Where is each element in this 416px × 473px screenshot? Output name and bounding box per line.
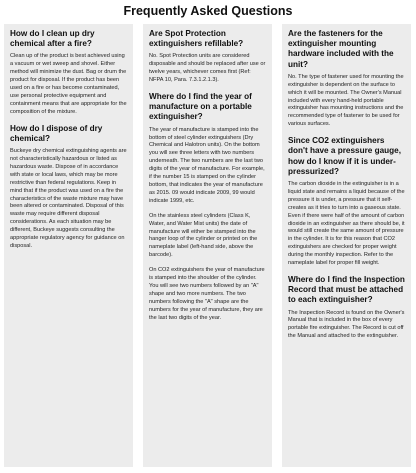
- faq-question: Since CO2 extinguishers don't have a pressure gauge, how do I know if it is under-pressurized?: [288, 136, 401, 176]
- faq-answer: On CO2 extinguishers the year of manufacture is stamped into the shoulder of the cylinder. You will see two numbers followed by an "A" shape and two more numbers. The two numbers following the "A" shape are the numbers for the year of manufacture, they are the last two digits of the year.: [149, 267, 265, 321]
- faq-answer: Clean up of the product is best achieved using a vacuum or wet sweep and shovel. Either method will minimize the dust. Bag or drum the product for disposal. If the product has been used on a fire or has become contaminated, use personal protective equipment and containment means that are appropriate for the composition of the mixture.: [10, 53, 127, 115]
- faq-column-3: [282, 24, 411, 467]
- faq-answer: The carbon dioxide in the extinguisher is in a liquid state and remains a liquid because of the pressure it is under, a pressure that it self-creates as it tries to turn into a gaseous state. Even if there were half of the amount of carbon dioxide in an extinguisher as there should be, it would still create the same amount of pressure in the cylinder. It is for this reason that CO2 extinguishers are checked for proper weight during the monthly inspection. Refer to the nameplate label for proper fill weight.: [288, 180, 405, 267]
- faq-question: How do I clean up dry chemical after a fire?: [10, 29, 95, 49]
- faq-column-1: [4, 24, 133, 467]
- faq-answer: Buckeye dry chemical extinguishing agents are not characteristically hazardous or listed as hazardous waste. Dispose of in accordance with state or local laws, which may be more restrictive than federal regulations. Keep in mind that if the product was used on a fire the characteristics of the waste mixture may have been altered or contaminated. Disposal of this waste may require different disposal considerations. As each situation may be different, Buckeye suggests consulting the appropriate regulatory agency for guidance on disposal.: [10, 148, 127, 249]
- faq-question: Where do I find the Inspection Record that must be attached to each extinguisher?: [288, 274, 405, 305]
- faq-question: Are Spot Protection extinguishers refillable?: [149, 29, 244, 49]
- faq-answer: The year of manufacture is stamped into the bottom of steel cylinder extinguishers (Dry Chemical and Halotron units). On the bottom you will see three letters with two numbers underneath. The two numbers are the last two digits of the year of manufacture. For example, if the number 15 is stamped on the cylinder bottom, that indicates the year of manufacture as 2015. 09 would indicate 2009, 99 would indicate 1999, etc.: [149, 126, 265, 204]
- page-title: Frequently Asked Questions: [123, 4, 293, 18]
- faq-question: Are the fasteners for the extinguisher mounting hardware included with the unit?: [288, 29, 394, 69]
- faq-answer: No. The type of fastener used for mounting the extinguisher is dependent on the surface to which it will be mounted. The Owner's Manual included with every hand-held portable extinguisher has mounting instructions and the recommended type of fastener to be used for various surfaces.: [288, 73, 404, 128]
- faq-answer: The Inspection Record is found on the Owner's Manual that is included in the box of every portable fire extinguisher. The Record is cut off the Manual and attached to the extinguisher.: [288, 309, 405, 340]
- faq-question: How do I dispose of dry chemical?: [10, 123, 103, 143]
- faq-answer: On the stainless steel cylinders (Class K, Water, and Water Mist units) the date of manufacture will either be stamped into the hanger loop of the cylinder or printed on the nameplate label (left-hand side, above the barcode).: [149, 212, 258, 259]
- faq-question: Where do I find the year of manufacture on a portable extinguisher?: [149, 92, 252, 122]
- faq-answer: No. Spot Protection units are considered disposable and should be replaced after use or twelve years, whichever comes first (Ref: NFPA 10, Para. 7.3.1.2.1.3).: [149, 53, 266, 84]
- faq-column-2: [143, 24, 272, 467]
